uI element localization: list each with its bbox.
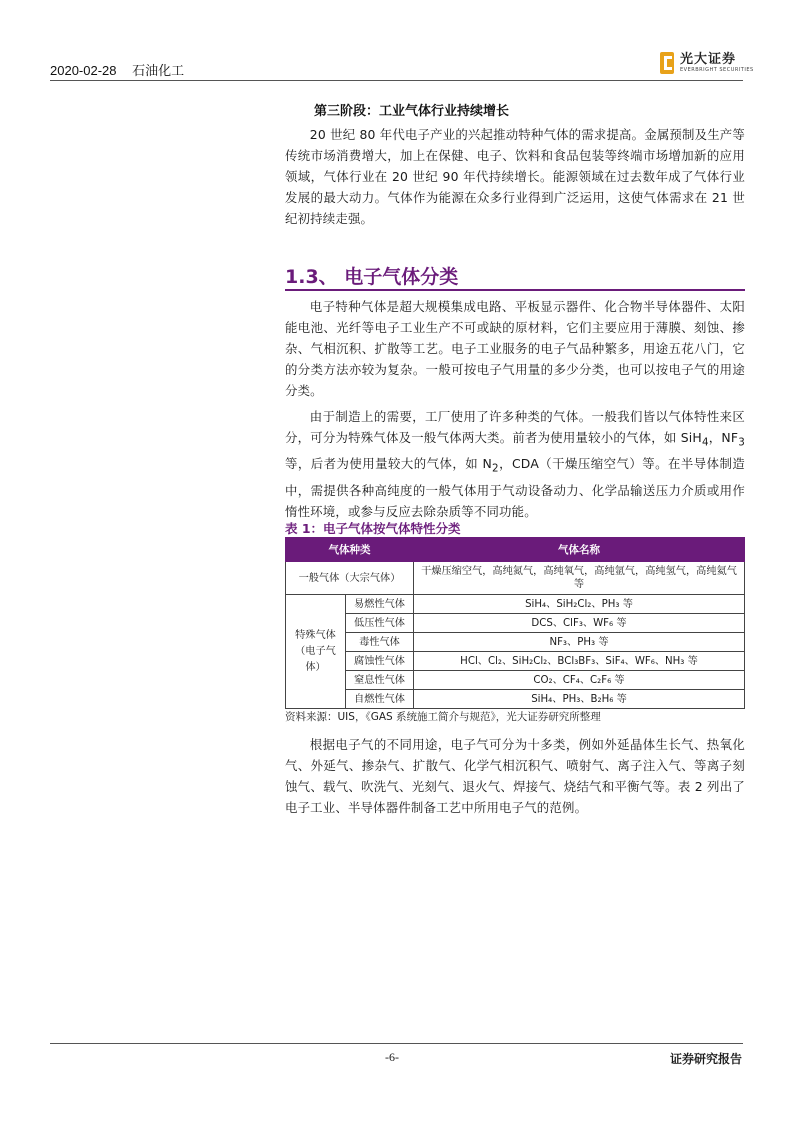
gas-category: 易燃性气体 [346, 595, 414, 614]
report-header [50, 60, 196, 79]
gas-category: 窒息性气体 [346, 671, 414, 690]
header-divider [50, 80, 743, 81]
table-row [286, 652, 745, 671]
general-gas-label: 一般气体（大宗气体） [286, 562, 414, 595]
report-industry: 石油化工 [132, 63, 185, 78]
column-header-name: 气体名称 [414, 538, 745, 562]
section-paragraph-2: 由于制造上的需要，工厂使用了许多种类的气体。一般我们皆以气体特性来区分，可分为特殊气体及一般气体两大类。前者为使用量较小的气体，如 SiH$_4$，$NF_3$ 等，后者为使用量较大的气体，如 $N_2$，CDA（干燥压缩空气）等。在半导体制造中，需提供各种高纯度的一般气体用于气动设备动力、化学品输送压力介质或用作惰性环境，或参与反应去除杂质等不同功能。 [285, 409, 746, 519]
logo-name-cn: 光大证券 [680, 51, 737, 67]
report-date: 2020-02-28 [50, 63, 117, 78]
stage3-paragraph: 20 世纪 80 年代电子产业的兴起推动特种气体的需求提高。金属预制及生产等传统市场消费增大，加上在保健、电子、饮料和食品包装等终端市场增加新的应用领域，气体行业在 20 世纪 90 年代持续增长。能源领域在过去数年成了气体行业发展的最大动力。气体作为能源在众多行业得到广泛运用，这使气体需求在 21 世纪初持续走强。 [285, 127, 745, 226]
gas-category: 低压性气体 [346, 614, 414, 633]
table-row [286, 690, 745, 709]
section-paragraph-3: 根据电子气的不同用途，电子气可分为十多类，例如外延晶体生长气、热氧化气、外延气、掺杂气、扩散气、化学气相沉积气、喷射气、离子注入气、等离子刻蚀气、载气、吹洗气、光刻气、退火气、焊接气、烧结气和平衡气等。表 2 列出了电子工业、半导体器件制备工艺中所用电子气的范例。 [285, 737, 745, 815]
company-logo [660, 52, 754, 74]
footer-divider [50, 1043, 743, 1044]
table-source: 资料来源：UIS，《GAS 系统施工简介与规范》，光大证券研究所整理 [285, 711, 601, 723]
table-row [286, 633, 745, 652]
gas-category: 自燃性气体 [346, 690, 414, 709]
gas-list: NF₃、PH₃ 等 [414, 633, 745, 652]
logo-icon [660, 52, 674, 74]
section-title: 1.3、 电子气体分类 [285, 266, 459, 288]
footer-label: 证券研究报告 [670, 1052, 743, 1066]
column-header-type: 气体种类 [286, 538, 414, 562]
gas-list: DCS、ClF₃、WF₆ 等 [414, 614, 745, 633]
gas-list: HCl、Cl₂、SiH₂Cl₂、BCl₃BF₃、SiF₄、WF₆、NH₃ 等 [414, 652, 745, 671]
table-row [286, 595, 745, 614]
section-body-3 [285, 734, 745, 818]
stage3-heading: 第三阶段：工业气体行业持续增长 [314, 104, 510, 119]
table-row [286, 562, 745, 595]
table-title: 表 1：电子气体按气体特性分类 [285, 521, 461, 536]
page-number: -6- [385, 1050, 399, 1064]
table-row [286, 614, 745, 633]
section-paragraph-1: 电子特种气体是超大规模集成电路、平板显示器件、化合物半导体器件、太阳能电池、光纤等电子工业生产不可或缺的原材料，它们主要应用于薄膜、刻蚀、掺杂、气相沉积、扩散等工艺。电子工业服务的电子气品种繁多，用途五花八门，它的分类方法亦较为复杂。一般可按电子气用量的多少分类，也可以按电子气的用途分类。 [285, 299, 745, 398]
section-divider [285, 289, 745, 291]
gas-classification-table [285, 537, 745, 709]
stage3-body [285, 124, 745, 229]
special-gas-label: 特殊气体（电子气体） [286, 595, 346, 709]
table-header-row [286, 538, 745, 562]
gas-category: 腐蚀性气体 [346, 652, 414, 671]
gas-list: CO₂、CF₄、C₂F₆ 等 [414, 671, 745, 690]
logo-name-en: EVERBRIGHT SECURITIES [680, 66, 754, 73]
general-gas-list: 干燥压缩空气，高纯氮气，高纯氧气，高纯氩气，高纯氢气，高纯氦气等 [414, 562, 745, 595]
gas-category: 毒性气体 [346, 633, 414, 652]
section-body-2 [285, 406, 745, 522]
section-body-1 [285, 296, 745, 401]
gas-list: SiH₄、PH₃、B₂H₆ 等 [414, 690, 745, 709]
table-row [286, 671, 745, 690]
gas-list: SiH₄、SiH₂Cl₂、PH₃ 等 [414, 595, 745, 614]
